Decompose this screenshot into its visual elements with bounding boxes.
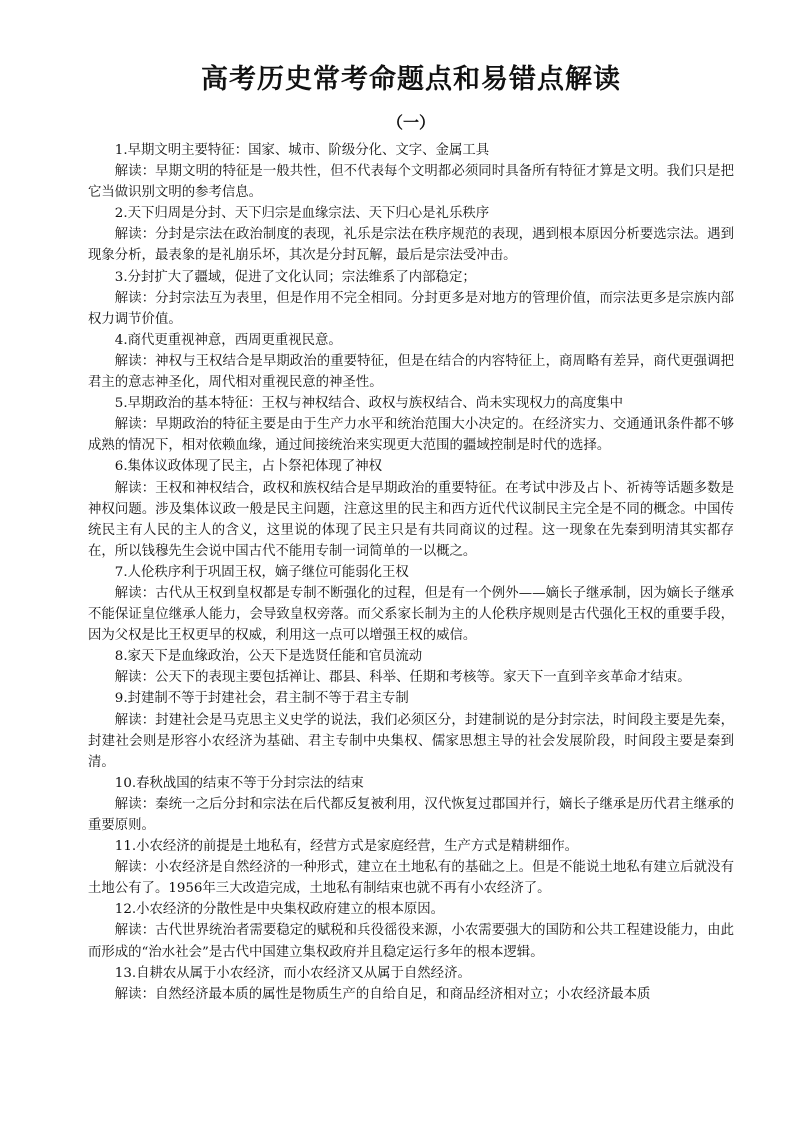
item-heading: 11.小农经济的前提是土地私有，经营方式是家庭经营，生产方式是精耕细作。 bbox=[114, 839, 578, 855]
document-page bbox=[88, 58, 734, 1005]
item-heading: 12.小农经济的分散性是中央集权政府建立的根本原因。 bbox=[114, 902, 445, 918]
item-analysis: 解读：公天下的表现主要包括禅让、郡县、科举、任期和考核等。家天下一直到辛亥革命才结束。 bbox=[114, 670, 691, 686]
item-heading: 13.自耕农从属于小农经济，而小农经济又从属于自然经济。 bbox=[114, 965, 471, 981]
item-analysis: 解读：秦统一之后分封和宗法在后代都反复被利用，汉代恢复过郡国并行，嫡长子继承是历代君主继承的重要原则。 bbox=[88, 796, 734, 833]
item-analysis: 解读：早期文明的特征是一般共性，但不代表每个文明都必须同时具备所有特征才算是文明。我们只是把它当做识别文明的参考信息。 bbox=[88, 164, 734, 201]
item-analysis: 解读：古代从王权到皇权都是专制不断强化的过程，但是有一个例外——嫡长子继承制，因为嫡长子继承不能保证皇位继承人能力，会导致皇权旁落。而父系家长制为主的人伦秩序规则是古代强化王权的重要手段，因为父权是比王权更早的权威，利用这一点可以增强王权的威信。 bbox=[88, 585, 734, 644]
item-analysis: 解读：古代世界统治者需要稳定的赋税和兵役徭役来源，小农需要强大的国防和公共工程建设能力，由此而形成的“治水社会”是古代中国建立集权政府并且稳定运行多年的根本逻辑。 bbox=[88, 923, 734, 960]
item-heading: 8.家天下是血缘政治，公天下是选贤任能和官员流动 bbox=[114, 649, 423, 665]
item-analysis: 解读：封建社会是马克思主义史学的说法，我们必须区分，封建制说的是分封宗法，时间段主要是先秦，封建社会则是形容小农经济为基础、君主专制中央集权、儒家思想主导的社会发展阶段，时间段主要是秦到清。 bbox=[88, 712, 734, 770]
item-analysis: 解读：自然经济最本质的属性是物质生产的自给自足，和商品经济相对立；小农经济最本质 bbox=[114, 986, 651, 1002]
item-heading: 5.早期政治的基本特征：王权与神权结合、政权与族权结合、尚未实现权力的高度集中 bbox=[114, 396, 624, 412]
item-heading: 6.集体议政体现了民主，占卜祭祀体现了神权 bbox=[114, 459, 382, 475]
item-heading: 3.分封扩大了疆域，促进了文化认同；宗法维系了内部稳定； bbox=[114, 269, 476, 285]
item-heading: 9.封建制不等于封建社会，君主制不等于君主专制 bbox=[114, 691, 409, 707]
item-analysis: 解读：小农经济是自然经济的一种形式，建立在土地私有的基础之上。但是不能说土地私有建立后就没有土地公有了。1956年三大改造完成，土地私有制结束也就不再有小农经济了。 bbox=[88, 860, 734, 897]
item-analysis: 解读：分封是宗法在政治制度的表现，礼乐是宗法在秩序规范的表现，遇到根本原因分析要选宗法。遇到现象分析，最表象的是礼崩乐坏，其次是分封瓦解，最后是宗法受冲击。 bbox=[88, 227, 734, 264]
document-title: 高考历史常考命题点和易错点解读 bbox=[201, 64, 621, 95]
document-body bbox=[88, 140, 734, 1005]
item-heading: 10.春秋战国的结束不等于分封宗法的结束 bbox=[114, 775, 364, 791]
item-analysis: 解读：分封宗法互为表里，但是作用不完全相同。分封更多是对地方的管理价值，而宗法更多是宗族内部权力调节价值。 bbox=[88, 290, 734, 327]
item-analysis: 解读：王权和神权结合，政权和族权结合是早期政治的重要特征。在考试中涉及占卜、祈祷等话题多数是神权问题。涉及集体议政一般是民主问题，注意这里的民主和西方近代代议制民主完全是不同的概念。中国传统民主有人民的主人的含义，这里说的体现了民主只是有共同商议的过程。这一现象在先秦到明清其实都存在，所以钱穆先生会说中国古代不能用专制一词简单的一以概之。 bbox=[88, 480, 734, 559]
item-heading: 7.人伦秩序利于巩固王权，嫡子继位可能弱化王权 bbox=[114, 564, 409, 580]
item-heading: 4.商代更重视神意，西周更重视民意。 bbox=[114, 332, 342, 348]
item-analysis: 解读：神权与王权结合是早期政治的重要特征，但是在结合的内容特征上，商周略有差异，商代更强调把君主的意志神圣化，周代相对重视民意的神圣性。 bbox=[88, 353, 734, 391]
item-heading: 1.早期文明主要特征：国家、城市、阶级分化、文字、金属工具 bbox=[114, 143, 490, 158]
section-heading: （一） bbox=[386, 113, 435, 132]
item-heading: 2.天下归周是分封、天下归宗是血缘宗法、天下归心是礼乐秩序 bbox=[114, 206, 490, 222]
item-analysis: 解读：早期政治的特征主要是由于生产力水平和统治范围大小决定的。在经济实力、交通通讯条件都不够成熟的情况下，相对依赖血缘，通过间接统治来实现更大范围的疆域控制是时代的选择。 bbox=[88, 417, 734, 454]
